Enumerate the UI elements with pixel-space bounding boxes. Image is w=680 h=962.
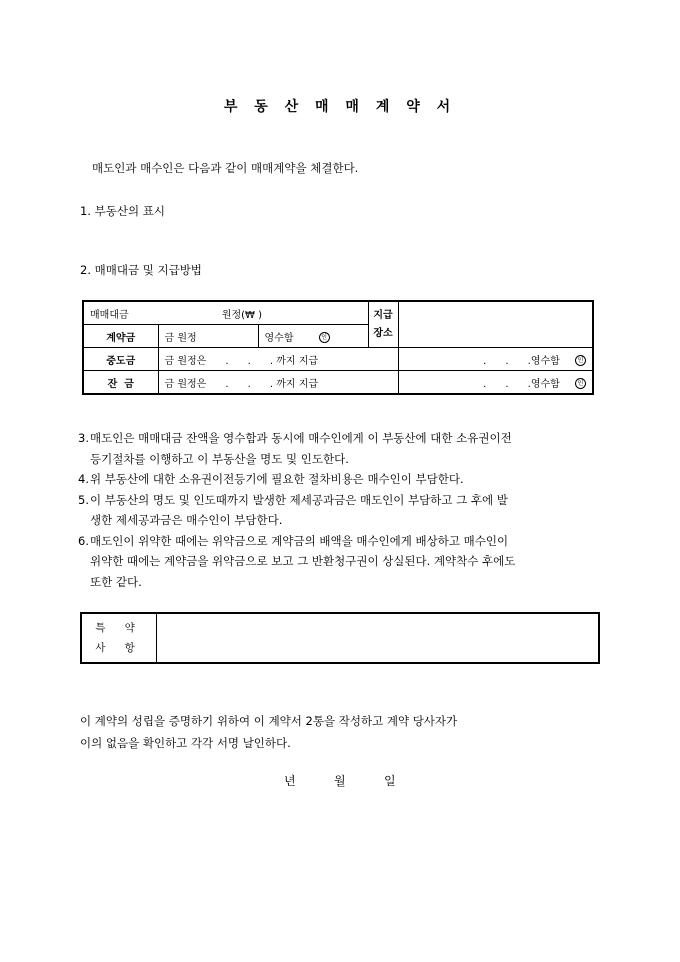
seal-icon: 인	[575, 378, 586, 389]
special-terms-label	[82, 614, 157, 662]
table-row	[83, 371, 593, 395]
seal-icon: 인	[575, 355, 586, 366]
document-title: 부 동 산 매 매 계 약 서	[223, 99, 457, 115]
clause-number: 3.	[78, 431, 89, 445]
date-year: 년	[284, 774, 296, 788]
row-label: 중도금	[83, 348, 158, 371]
receipt-date: . . .영수함	[483, 378, 560, 390]
clause-5	[78, 490, 598, 531]
date-day: 일	[384, 774, 396, 788]
clause-number: 5.	[78, 492, 89, 507]
price-cell	[83, 301, 368, 325]
seal-icon: 인	[319, 332, 330, 343]
row-amount: 금 원정은 . . . 까지 지급	[158, 371, 398, 395]
section-2-heading: 2. 매매대금 및 지급방법	[80, 263, 202, 277]
table-row	[83, 301, 593, 325]
row-receipt	[258, 325, 368, 348]
clause-number: 6.	[78, 533, 89, 548]
special-terms-content[interactable]	[157, 614, 598, 662]
closing-text: 이 계약의 성립을 증명하기 위하여 이 계약서 2통을 작성하고 계약 당사자가 이의 없음을 확인하고 각각 서명 날인하다.	[80, 714, 458, 750]
table-row	[83, 348, 593, 371]
row-amount: 금 원정은 . . . 까지 지급	[158, 348, 398, 371]
place-label: 지급 장소	[368, 301, 398, 348]
special-label-line1: 특 약	[95, 622, 143, 634]
receipt-date: . . .영수함	[483, 355, 560, 367]
special-terms-box	[80, 612, 600, 664]
price-label: 매매대금	[90, 309, 129, 321]
section-1-heading: 1. 부동산의 표시	[80, 204, 165, 218]
clause-6	[78, 531, 598, 593]
row-amount: 금 원정	[158, 325, 258, 348]
clause-text: 매도인은 매매대금 잔액을 영수함과 동시에 매수인에게 이 부동산에 대한 소유권이전 등기절차를 이행하고 이 부동산을 명도 및 인도한다.	[90, 431, 512, 466]
clause-text: 매도인이 위약한 때에는 위약금으로 계약금의 배액을 매수인에게 배상하고 매수인이 위약한 때에는 계약금을 위약금으로 보고 그 반환청구권이 상실된다. 계약착수 후에도 또한 같다.	[90, 533, 516, 589]
price-value: 원정(₩ )	[221, 309, 263, 321]
receipt-text: 영수함	[264, 332, 294, 344]
clause-number: 4.	[78, 472, 89, 486]
place-value	[398, 301, 593, 348]
clause-3	[78, 428, 598, 469]
row-label: 계약금	[83, 325, 158, 348]
special-label-line2: 사 항	[95, 642, 143, 654]
row-receipt	[398, 348, 593, 371]
row-label: 잔 금	[83, 371, 158, 395]
clause-4	[78, 469, 598, 490]
row-receipt	[398, 371, 593, 395]
date-month: 월	[334, 774, 346, 788]
clauses-list	[78, 428, 598, 592]
clause-text: 위 부동산에 대한 소유권이전등기에 필요한 절차비용은 매수인이 부담한다.	[90, 472, 464, 486]
clause-text: 이 부동산의 명도 및 인도때까지 발생한 제세공과금은 매도인이 부담하고 그 후에 발 생한 제세공과금은 매수인이 부담한다.	[90, 492, 508, 527]
intro-text: 매도인과 매수인은 다음과 같이 매매계약을 체결한다.	[92, 161, 359, 175]
payment-table	[82, 300, 594, 395]
